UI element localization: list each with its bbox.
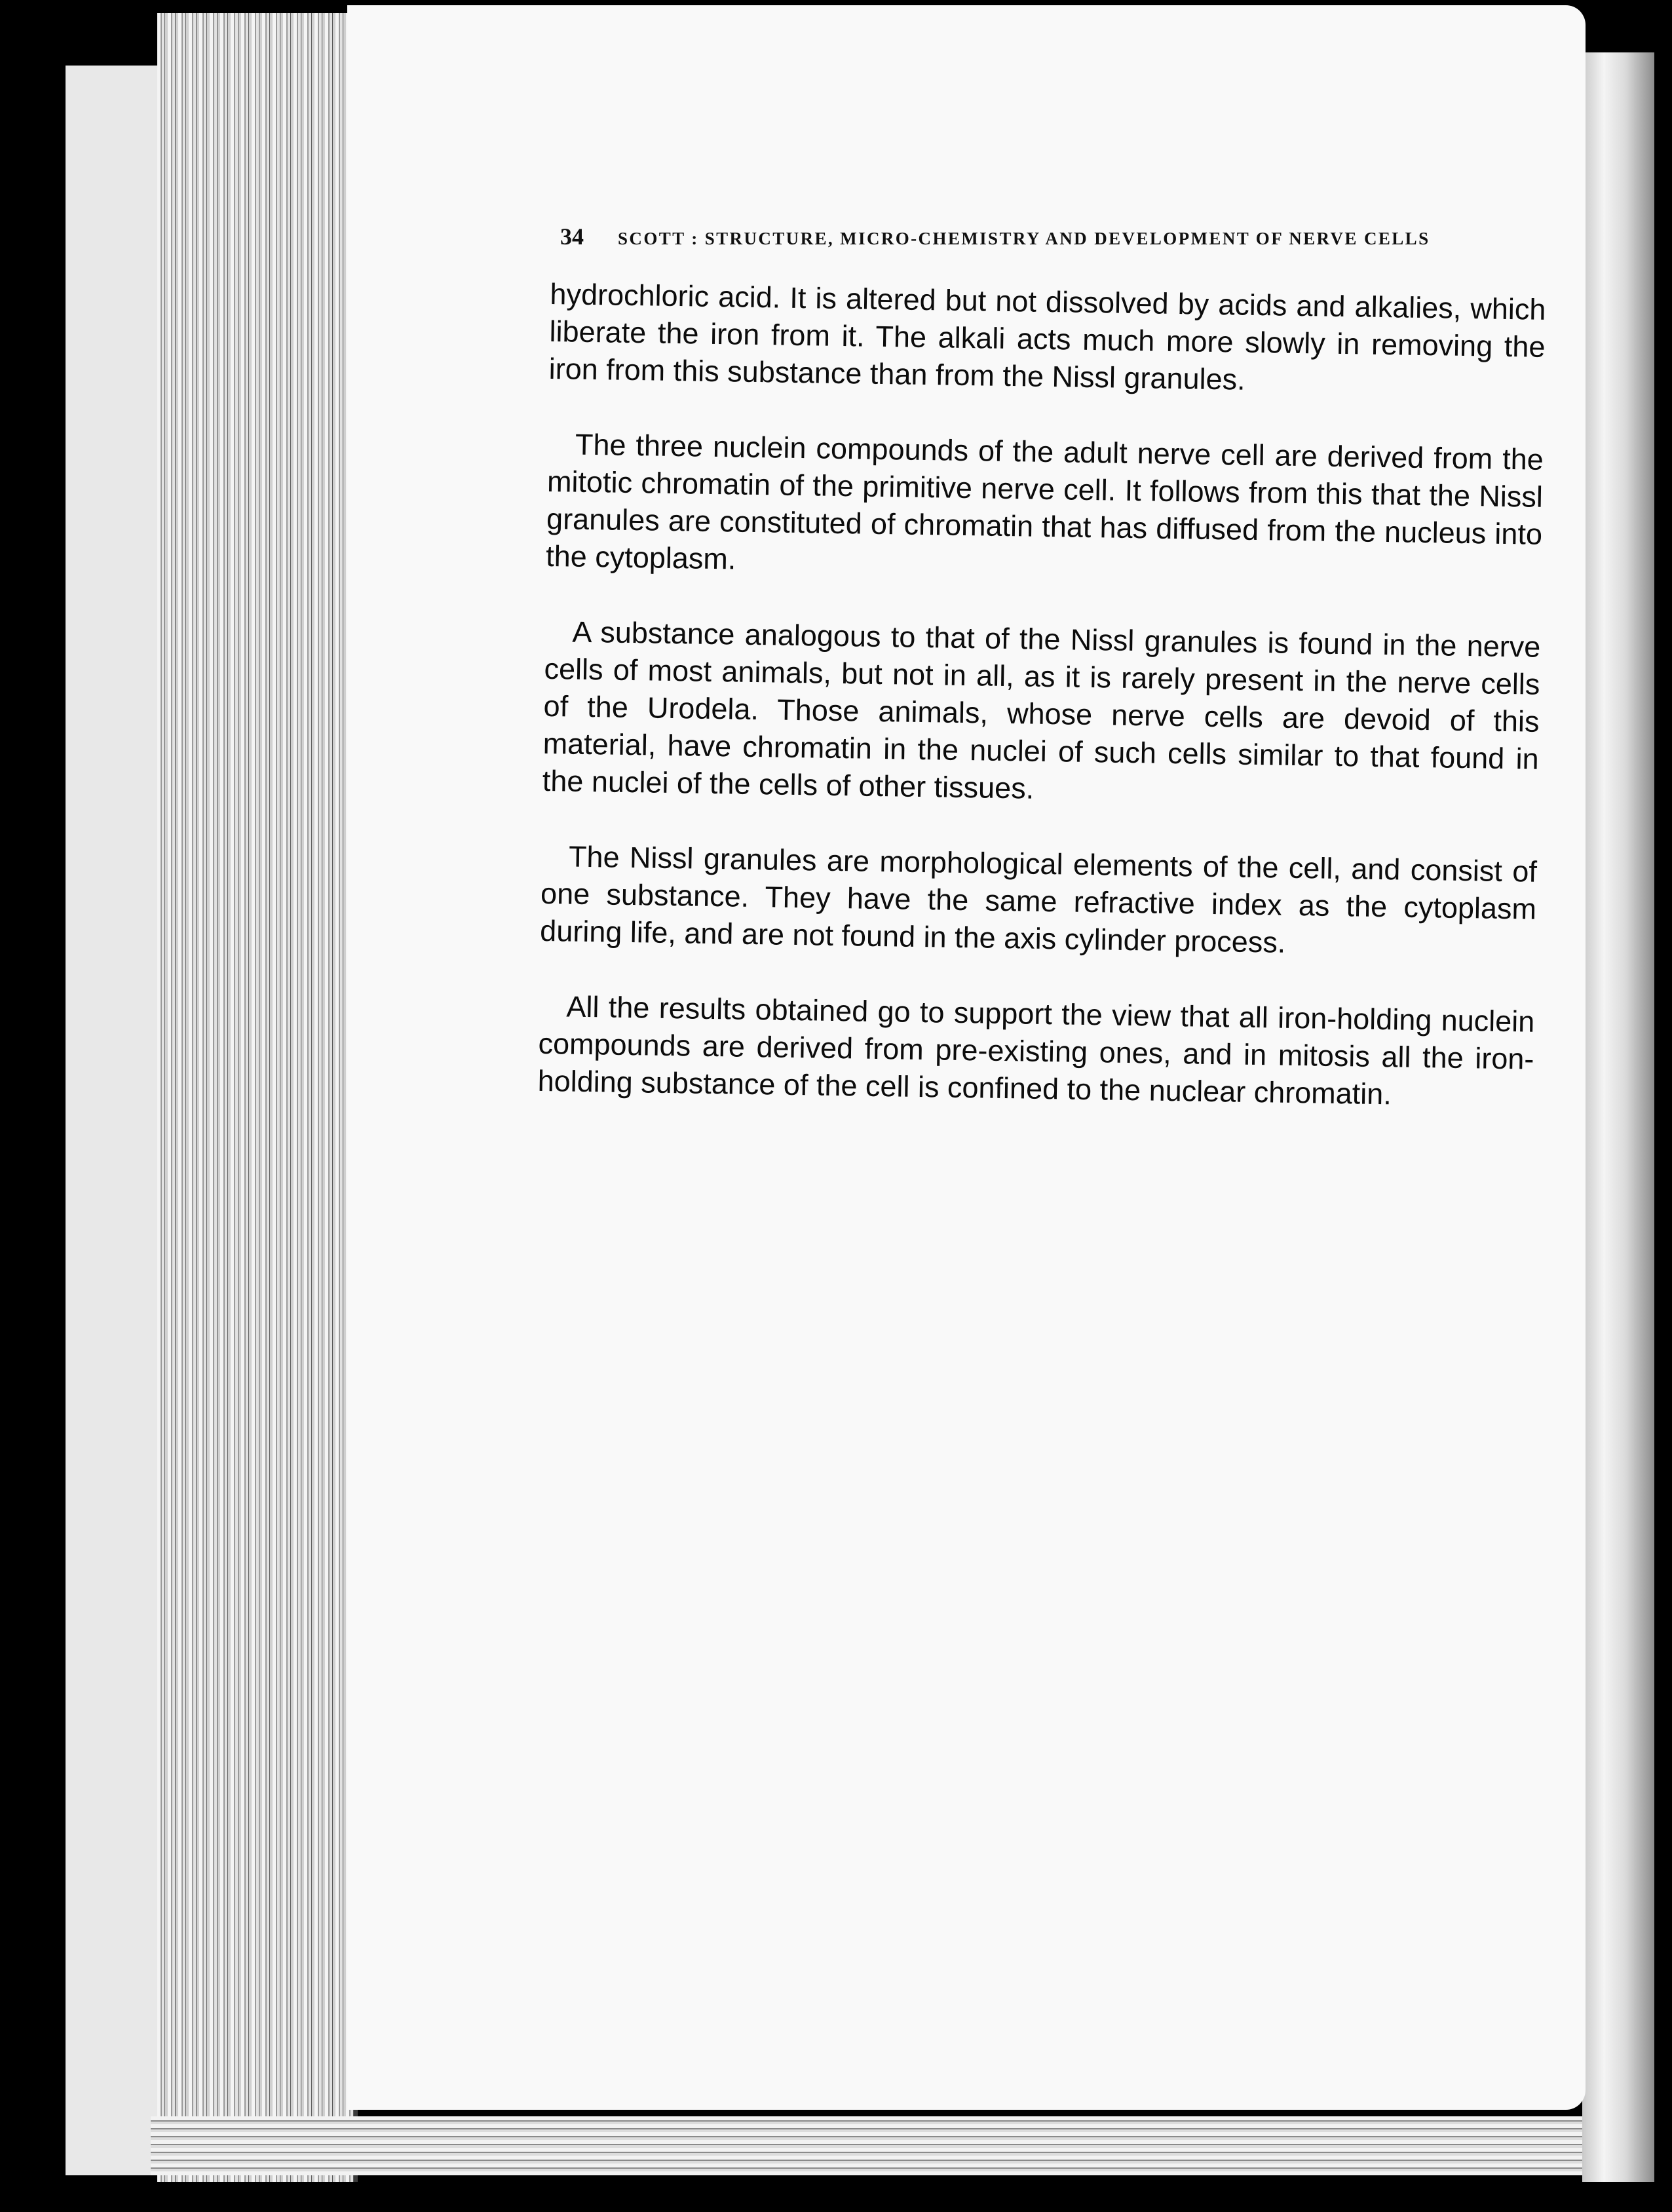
running-head (560, 223, 1497, 250)
page-stack-bottom-edges (151, 2116, 1592, 2175)
paragraph: The three nuclein compounds of the adult nerve cell are derived from the mitotic chromatin of the primitive nerve cell. It follows from this that the Nissl granules are constituted of chromatin that has diffused from the nucleus into the cytoplasm. (545, 427, 1544, 576)
page-stack-edges (157, 13, 358, 2182)
paragraph: All the results obtained go to support the view that all iron-holding nuclein compounds are derived from pre-existing ones, and in mitosis all the iron-holding substance of the cell is confined to the nuclear chromatin. (537, 989, 1535, 1111)
paragraph-continuation: hydrochloric acid. It is altered but not dissolved by acids and alkalies, which liberate the iron from it. The alkali acts much more slowly in removing the iron from this substance than from the Nissl granules. (548, 276, 1546, 396)
page-number: 34 (560, 223, 584, 250)
running-head-title: SCOTT : STRUCTURE, MICRO-CHEMISTRY AND DEVELOPMENT OF NERVE CELLS (618, 229, 1430, 248)
paragraph: A substance analogous to that of the Nissl granules is found in the nerve cells of most animals, but not in all, as it is rarely present in the nerve cells of the Urodela. Those animals, whose nerve cells are devoid of this material, have chromatin in the nuclei of such cells similar to that found in the nuclei of the cells of other tissues. (542, 615, 1541, 805)
paragraph: The Nissl granules are morphological elements of the cell, and consist of one substance. They have the same refractive index as the cytoplasm during life, and are not found in the axis cylinder process. (539, 839, 1538, 959)
page-body (537, 275, 1546, 1153)
facing-page-edge (1582, 52, 1654, 2182)
